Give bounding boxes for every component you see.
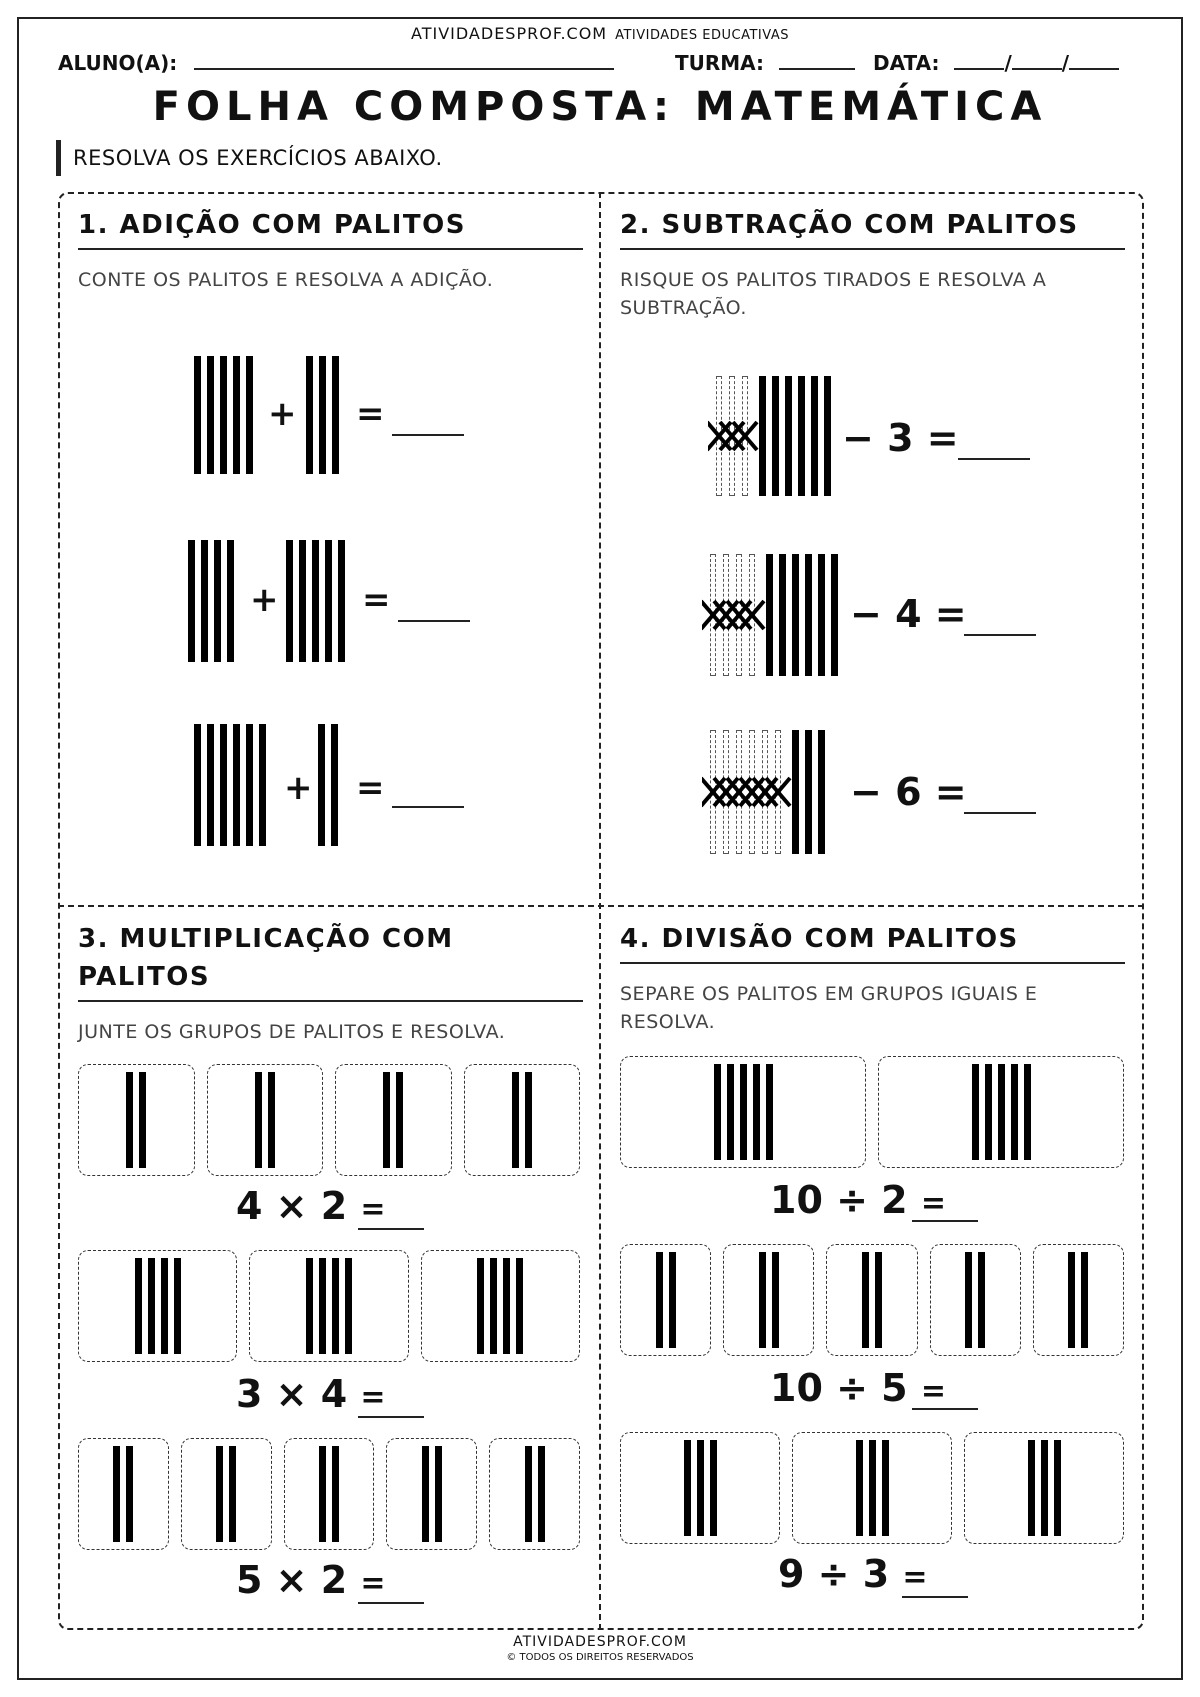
stick	[1041, 1440, 1048, 1536]
answer-blank[interactable]	[392, 434, 464, 436]
stick	[779, 554, 786, 676]
stick	[161, 1258, 168, 1354]
stick	[255, 1072, 262, 1168]
vertical-divider	[599, 192, 601, 1630]
stick	[312, 540, 319, 662]
stick	[194, 356, 201, 474]
footer-copyright: © TODOS OS DIREITOS RESERVADOS	[506, 1652, 694, 1663]
stick	[477, 1258, 484, 1354]
stick	[139, 1072, 146, 1168]
instruction-text: RESOLVA OS EXERCÍCIOS ABAIXO.	[56, 140, 443, 176]
stick	[1054, 1440, 1061, 1536]
stick	[422, 1446, 429, 1542]
student-field	[58, 50, 614, 75]
section-3-subtitle: JUNTE OS GRUPOS DE PALITOS E RESOLVA.	[78, 1021, 506, 1043]
stick-group-box	[207, 1064, 324, 1176]
stick	[331, 724, 338, 846]
stick	[299, 540, 306, 662]
stick	[1011, 1064, 1018, 1160]
stick	[332, 1446, 339, 1542]
plus-sign: +	[284, 768, 313, 808]
stick	[148, 1258, 155, 1354]
stick	[766, 1064, 773, 1160]
equals-sign: =	[360, 1380, 386, 1415]
stick	[714, 1064, 721, 1160]
answer-blank[interactable]	[902, 1596, 968, 1598]
stick	[188, 540, 195, 662]
plus-sign: +	[250, 580, 279, 620]
horizontal-divider	[58, 905, 1144, 907]
stick	[1068, 1252, 1075, 1348]
section-2-title: 2. SUBTRAÇÃO COM PALITOS	[620, 206, 1125, 250]
section-4-title: 4. DIVISÃO COM PALITOS	[620, 920, 1125, 964]
stick-group-box	[723, 1244, 814, 1356]
student-name-line[interactable]	[194, 50, 614, 70]
equals-sign: =	[356, 768, 385, 808]
stick	[772, 376, 779, 496]
stick	[227, 540, 234, 662]
stick	[818, 730, 825, 854]
stick	[306, 356, 313, 474]
equals-sign: =	[362, 580, 391, 620]
stick-group-box	[826, 1244, 917, 1356]
stick	[194, 724, 201, 846]
stick	[785, 376, 792, 496]
stick	[759, 1252, 766, 1348]
stick	[246, 724, 253, 846]
class-line[interactable]	[779, 50, 855, 70]
stick	[332, 356, 339, 474]
stick	[792, 554, 799, 676]
stick	[126, 1446, 133, 1542]
date-separator: /	[1061, 51, 1070, 75]
stick	[338, 540, 345, 662]
stick	[220, 356, 227, 474]
equation-expression: 10 ÷ 5	[770, 1366, 908, 1410]
page-footer	[0, 1634, 1200, 1663]
equation-expression: 4 × 2	[236, 1184, 348, 1228]
stick-group-box	[489, 1438, 580, 1550]
answer-blank[interactable]	[392, 806, 464, 808]
stick	[512, 1072, 519, 1168]
stick-group-box	[249, 1250, 408, 1362]
stick	[435, 1446, 442, 1542]
stick	[214, 540, 221, 662]
stick	[525, 1072, 532, 1168]
section-4-subtitle: SEPARE OS PALITOS EM GRUPOS IGUAIS E RESOLVA.	[620, 983, 1038, 1033]
answer-blank[interactable]	[358, 1416, 424, 1418]
stick	[862, 1252, 869, 1348]
stick	[972, 1064, 979, 1160]
section-2-subtitle: RISQUE OS PALITOS TIRADOS E RESOLVA A SUBTRAÇÃO.	[620, 269, 1047, 319]
stick	[978, 1252, 985, 1348]
student-label: ALUNO(A):	[58, 51, 178, 75]
division-equation	[778, 1552, 928, 1596]
stick	[1028, 1440, 1035, 1536]
stick	[319, 356, 326, 474]
stick	[525, 1446, 532, 1542]
stick	[325, 540, 332, 662]
date-month-line[interactable]	[1012, 50, 1062, 70]
stick	[965, 1252, 972, 1348]
stick	[319, 1258, 326, 1354]
footer-site: ATIVIDADESPROF.COM	[513, 1634, 687, 1650]
stick	[286, 540, 293, 662]
student-fields	[58, 50, 1148, 80]
answer-blank[interactable]	[964, 812, 1036, 814]
stick-group-box	[335, 1064, 452, 1176]
equals-sign: =	[920, 1186, 946, 1221]
stick	[216, 1446, 223, 1542]
division-equation	[770, 1366, 946, 1410]
stick	[318, 724, 325, 846]
stick	[113, 1446, 120, 1542]
stick	[684, 1440, 691, 1536]
stick	[246, 356, 253, 474]
stick	[856, 1440, 863, 1536]
multiplication-equation	[236, 1558, 386, 1602]
equation-expression: 3 × 4	[236, 1372, 348, 1416]
equals-sign: =	[360, 1566, 386, 1601]
page-title: FOLHA COMPOSTA: MATEMÁTICA	[152, 84, 1048, 130]
equals-sign: =	[360, 1192, 386, 1227]
section-1-subtitle: CONTE OS PALITOS E RESOLVA A ADIÇÃO.	[78, 269, 494, 291]
subtraction-expression: − 4 =	[850, 592, 967, 636]
stick	[772, 1252, 779, 1348]
stick-group-box	[421, 1250, 580, 1362]
stick	[268, 1072, 275, 1168]
answer-blank[interactable]	[358, 1602, 424, 1604]
site-header	[0, 24, 1200, 43]
stick-group-box	[181, 1438, 272, 1550]
date-year-line[interactable]	[1069, 50, 1119, 70]
equation-expression: 5 × 2	[236, 1558, 348, 1602]
stick	[656, 1252, 663, 1348]
equals-sign: =	[920, 1374, 946, 1409]
plus-sign: +	[268, 394, 297, 434]
stick	[740, 1064, 747, 1160]
date-separator: /	[1004, 51, 1012, 75]
stick	[233, 356, 240, 474]
stick-group-box	[464, 1064, 581, 1176]
class-field	[675, 50, 855, 75]
date-field	[873, 50, 1119, 75]
stick-group-box	[78, 1250, 237, 1362]
equation-expression: 9 ÷ 3	[778, 1552, 890, 1596]
answer-blank[interactable]	[958, 458, 1030, 460]
stick	[259, 724, 266, 846]
stick-group-box	[1033, 1244, 1124, 1356]
multiplication-equation	[236, 1184, 386, 1228]
subtraction-expression: − 3 =	[842, 416, 959, 460]
stick	[753, 1064, 760, 1160]
stick	[332, 1258, 339, 1354]
stick	[669, 1252, 676, 1348]
answer-blank[interactable]	[398, 620, 470, 622]
stick-group-box	[78, 1438, 169, 1550]
stick	[383, 1072, 390, 1168]
date-label: DATA:	[873, 51, 940, 75]
stick	[805, 554, 812, 676]
stick	[135, 1258, 142, 1354]
site-tagline: ATIVIDADES EDUCATIVAS	[615, 28, 789, 43]
cross-marks	[702, 595, 768, 635]
stick	[798, 376, 805, 496]
stick	[207, 724, 214, 846]
stick	[1024, 1064, 1031, 1160]
cross-marks	[702, 772, 794, 812]
stick	[229, 1446, 236, 1542]
stick-group-box	[78, 1064, 195, 1176]
stick	[201, 540, 208, 662]
equals-sign: =	[356, 394, 385, 434]
stick	[805, 730, 812, 854]
stick	[824, 376, 831, 496]
stick	[985, 1064, 992, 1160]
stick	[1081, 1252, 1088, 1348]
cross-marks	[708, 416, 761, 456]
stick	[710, 1440, 717, 1536]
stick	[503, 1258, 510, 1354]
division-equation	[770, 1178, 946, 1222]
stick	[697, 1440, 704, 1536]
stick-group-box	[620, 1244, 711, 1356]
stick	[345, 1258, 352, 1354]
stick	[207, 356, 214, 474]
answer-blank[interactable]	[964, 634, 1036, 636]
stick	[319, 1446, 326, 1542]
stick	[998, 1064, 1005, 1160]
stick	[174, 1258, 181, 1354]
stick	[818, 554, 825, 676]
stick	[306, 1258, 313, 1354]
stick	[490, 1258, 497, 1354]
stick	[233, 724, 240, 846]
equation-expression: 10 ÷ 2	[770, 1178, 908, 1222]
answer-blank[interactable]	[358, 1228, 424, 1230]
stick	[126, 1072, 133, 1168]
stick	[869, 1440, 876, 1536]
stick	[516, 1258, 523, 1354]
date-day-line[interactable]	[954, 50, 1004, 70]
stick	[831, 554, 838, 676]
site-name: ATIVIDADESPROF.COM	[411, 24, 608, 43]
answer-blank[interactable]	[912, 1220, 978, 1222]
stick	[727, 1064, 734, 1160]
stick	[882, 1440, 889, 1536]
multiplication-equation	[236, 1372, 386, 1416]
stick	[811, 376, 818, 496]
stick-group-box	[386, 1438, 477, 1550]
stick	[396, 1072, 403, 1168]
stick-group-box	[284, 1438, 375, 1550]
equals-sign: =	[902, 1560, 928, 1595]
stick-group-box	[930, 1244, 1021, 1356]
subtraction-expression: − 6 =	[850, 770, 967, 814]
class-label: TURMA:	[675, 51, 765, 75]
answer-blank[interactable]	[912, 1408, 978, 1410]
stick	[220, 724, 227, 846]
stick	[538, 1446, 545, 1542]
section-3-title: 3. MULTIPLICAÇÃO COM PALITOS	[78, 920, 583, 1002]
section-1-title: 1. ADIÇÃO COM PALITOS	[78, 206, 583, 250]
stick	[875, 1252, 882, 1348]
